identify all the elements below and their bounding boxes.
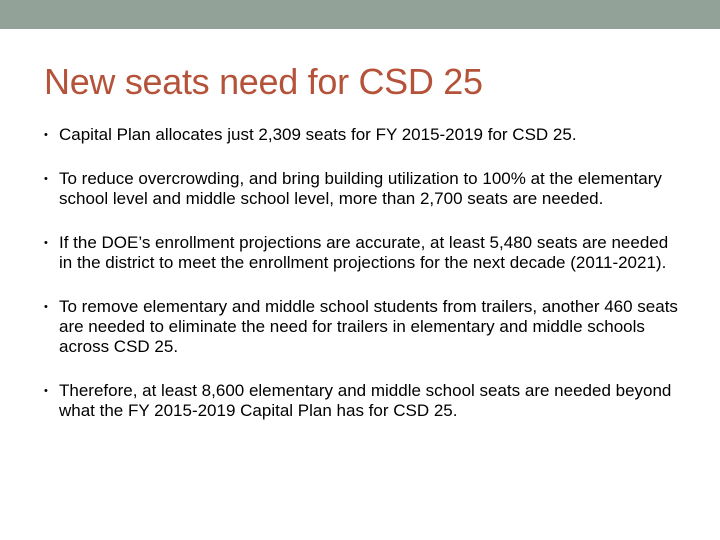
- bullet-dot-icon: •: [44, 173, 48, 185]
- bullet-dot-icon: •: [44, 129, 48, 141]
- slide-title: New seats need for CSD 25: [44, 61, 483, 102]
- bullet-text: To remove elementary and middle school students from trailers, another 460 seats are needed to eliminate the need for trailers in elementary and middle schools across CSD 25.: [59, 297, 678, 356]
- bullet-item: [44, 233, 684, 273]
- bullet-text: If the DOE’s enrollment projections are accurate, at least 5,480 seats are needed in the district to meet the enrollment projections for the next decade (2011-2021).: [59, 233, 669, 272]
- bullet-item: [44, 381, 684, 421]
- bullet-dot-icon: •: [44, 237, 48, 249]
- bullet-text: Therefore, at least 8,600 elementary and middle school seats are needed beyond what the FY 2015-2019 Capital Plan has for CSD 25.: [59, 381, 672, 420]
- bullet-list: [44, 125, 684, 445]
- bullet-text: To reduce overcrowding, and bring building utilization to 100% at the elementary school level and middle school level, more than 2,700 seats are needed.: [59, 169, 662, 208]
- bullet-item: [44, 169, 684, 209]
- bullet-item: [44, 125, 684, 145]
- bullet-item: [44, 297, 684, 357]
- bullet-text: Capital Plan allocates just 2,309 seats for FY 2015-2019 for CSD 25.: [59, 125, 577, 144]
- top-color-band: [0, 0, 720, 29]
- bullet-dot-icon: •: [44, 301, 48, 313]
- bullet-dot-icon: •: [44, 385, 48, 397]
